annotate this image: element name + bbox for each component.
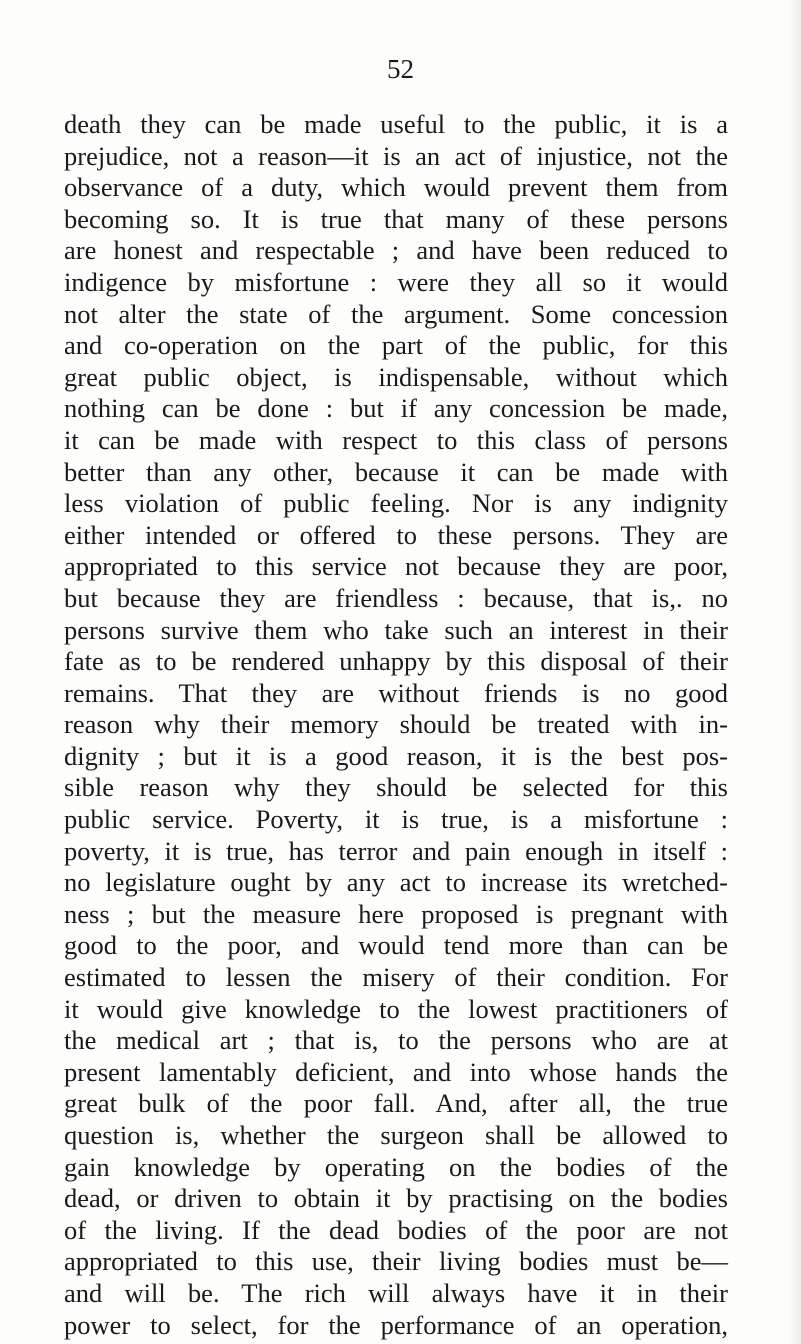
text-line: gain knowledge by operating on the bodies of the	[64, 1151, 728, 1182]
text-line: less violation of public feeling. Nor is any indignity	[64, 488, 728, 519]
text-line: and co-operation on the part of the public, for this	[64, 330, 728, 361]
text-line: are honest and respectable ; and have been reduced to	[64, 235, 728, 266]
text-line: dead, or driven to obtain it by practising on the bodies	[64, 1183, 728, 1214]
text-line: public service. Poverty, it is true, is a misfortune :	[64, 804, 728, 835]
text-line: indigence by misfortune : were they all so it would	[64, 266, 728, 297]
text-line: reason why their memory should be treated with in-	[64, 709, 728, 740]
text-line: great public object, is indispensable, without which	[64, 361, 728, 392]
text-line: the medical art ; that is, to the persons who are at	[64, 1025, 728, 1056]
page-number: 52	[387, 54, 414, 84]
text-line: observance of a duty, which would prevent them from	[64, 172, 728, 203]
text-line: appropriated to this use, their living bodies must be—	[64, 1246, 728, 1277]
text-line: poverty, it is true, has terror and pain enough in itself :	[64, 835, 728, 866]
text-line: persons survive them who take such an interest in their	[64, 614, 728, 645]
text-line: but because they are friendless : because, that is,. no	[64, 582, 728, 613]
text-line: good to the poor, and would tend more than can be	[64, 930, 728, 961]
text-line: dignity ; but it is a good reason, it is the best pos-	[64, 740, 728, 771]
text-line: either intended or offered to these persons. They are	[64, 519, 728, 550]
text-line: better than any other, because it can be made with	[64, 456, 728, 487]
text-line: ness ; but the measure here proposed is pregnant with	[64, 898, 728, 929]
text-line: becoming so. It is true that many of these persons	[64, 203, 728, 234]
text-line: power to select, for the performance of an operation,	[64, 1309, 728, 1340]
text-line: it can be made with respect to this class of persons	[64, 424, 728, 455]
text-line: and will be. The rich will always have it in their	[64, 1277, 728, 1308]
text-line: fate as to be rendered unhappy by this disposal of their	[64, 646, 728, 677]
text-line: question is, whether the surgeon shall be allowed to	[64, 1120, 728, 1150]
text-line: remains. That they are without friends is no good	[64, 677, 728, 708]
text-line: appropriated to this service not because they are poor,	[64, 551, 728, 582]
text-line: death they can be made useful to the public, it is a	[64, 109, 728, 139]
text-line: it would give knowledge to the lowest practitioners of	[64, 993, 728, 1024]
text-line: of the living. If the dead bodies of the poor are not	[64, 1214, 728, 1245]
text-line: no legislature ought by any act to increase its wretched-	[64, 867, 728, 898]
text-line: great bulk of the poor fall. And, after all, the true	[64, 1088, 728, 1119]
page-edge-shadow	[787, 0, 801, 1344]
text-line: not alter the state of the argument. Some concession	[64, 298, 728, 329]
text-line: sible reason why they should be selected for this	[64, 772, 728, 803]
text-line: present lamentably deficient, and into whose hands the	[64, 1056, 728, 1087]
text-line: nothing can be done : but if any concession be made,	[64, 393, 728, 424]
text-line: prejudice, not a reason—it is an act of injustice, not the	[64, 140, 728, 171]
body-text	[64, 109, 728, 1341]
text-line: estimated to lessen the misery of their condition. For	[64, 962, 728, 993]
